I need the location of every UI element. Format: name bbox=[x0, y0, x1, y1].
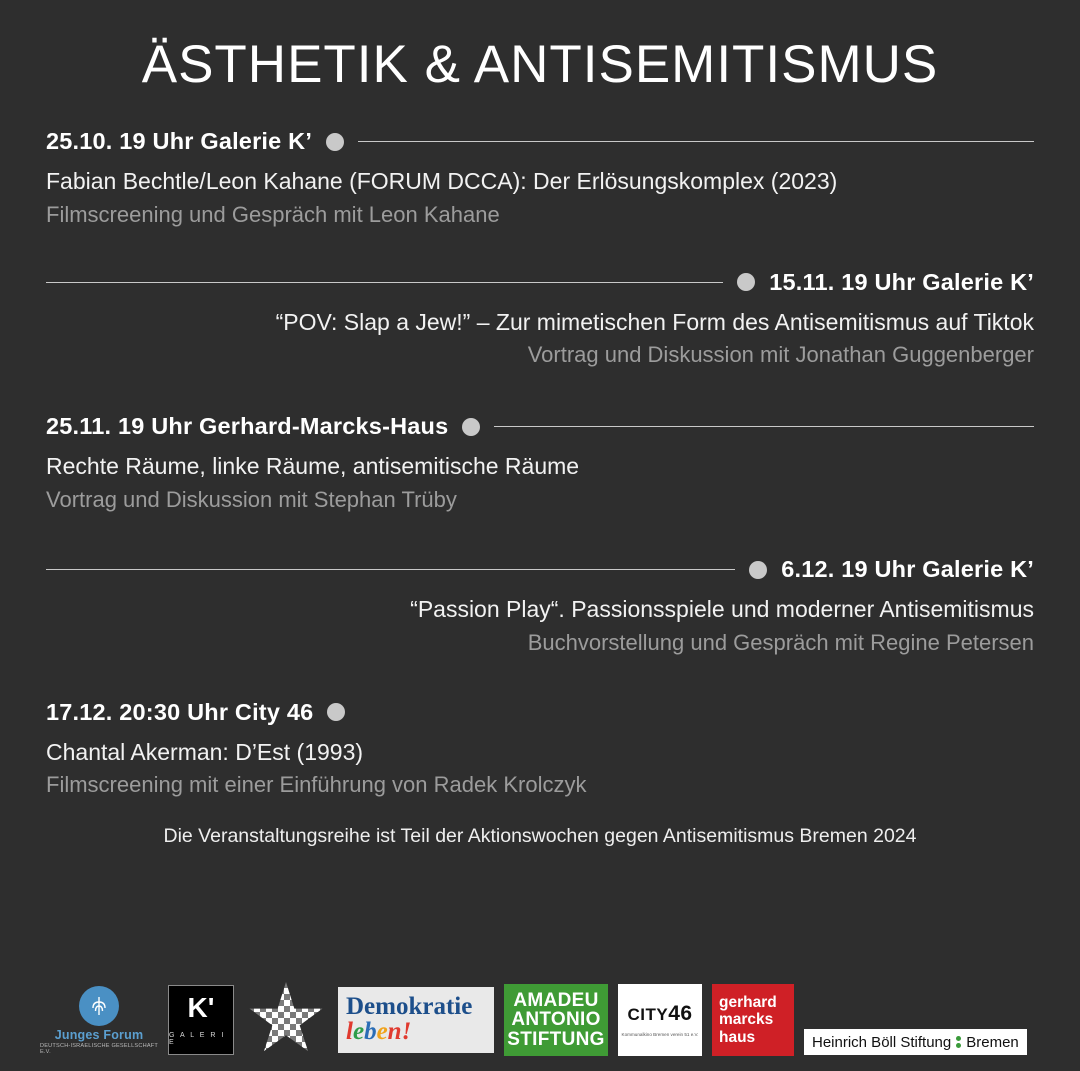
event-subtitle: Filmscreening mit einer Einführung von Radek Krolczyk bbox=[46, 772, 587, 798]
footnote: Die Veranstaltungsreihe ist Teil der Aktionswochen gegen Antisemitismus Bremen 2024 bbox=[163, 825, 917, 848]
amadeu-line1: AMADEU bbox=[513, 989, 599, 1011]
galerie-k-subtitle: G A L E R I E bbox=[169, 1032, 226, 1046]
event-header-label: 15.11. 19 Uhr Galerie K’ bbox=[769, 268, 1034, 295]
event-header-row bbox=[46, 128, 1034, 155]
event-subtitle: Filmscreening und Gespräch mit Leon Kahane bbox=[46, 201, 500, 227]
event-header-row bbox=[46, 413, 1034, 440]
logo-gerhard-marcks-haus bbox=[712, 984, 794, 1056]
event-header-label: 25.11. 19 Uhr Gerhard-Marcks-Haus bbox=[46, 413, 449, 440]
event-title: “POV: Slap a Jew!” – Zur mimetischen Form des Antisemitismus auf Tiktok bbox=[275, 308, 1034, 335]
bullet-dot-icon bbox=[326, 133, 344, 151]
gerhard-line2: marcks bbox=[719, 1011, 774, 1029]
logo-amadeu-antonio-stiftung bbox=[504, 984, 608, 1056]
sponsor-logos bbox=[40, 981, 1060, 1059]
junges-forum-emblem-icon bbox=[79, 986, 119, 1026]
divider-line bbox=[46, 569, 735, 570]
divider-line bbox=[358, 141, 1034, 142]
divider-line bbox=[494, 426, 1034, 427]
city46-number: 46 bbox=[668, 1001, 693, 1025]
event-header-label: 25.10. 19 Uhr Galerie K’ bbox=[46, 128, 313, 155]
event-subtitle: Vortrag und Diskussion mit Stephan Trüby bbox=[46, 486, 457, 512]
bullet-dot-icon bbox=[462, 418, 480, 436]
logo-star bbox=[244, 982, 328, 1058]
logo-demokratie-leben bbox=[338, 987, 494, 1053]
event-item bbox=[46, 269, 1034, 370]
logo-junges-forum bbox=[40, 983, 158, 1057]
demokratie-leben-bottom: leben! bbox=[346, 1018, 412, 1046]
divider-line bbox=[46, 282, 723, 283]
star-icon bbox=[248, 982, 324, 1058]
city46-wordmark bbox=[627, 1002, 692, 1026]
bullet-dot-icon bbox=[749, 561, 767, 579]
event-item bbox=[46, 128, 1034, 229]
events-list bbox=[46, 128, 1034, 799]
event-title: Chantal Akerman: D’Est (1993) bbox=[46, 738, 364, 765]
logo-galerie-k bbox=[168, 985, 234, 1055]
boell-part1: Heinrich Böll Stiftung bbox=[812, 1033, 952, 1051]
event-title: Fabian Bechtle/Leon Kahane (FORUM DCCA): Der Erlösungskomplex (2023) bbox=[46, 168, 838, 195]
junges-forum-name: Junges Forum bbox=[54, 1027, 144, 1042]
galerie-k-mark: K' bbox=[187, 992, 215, 1023]
boell-dots-icon bbox=[956, 1036, 961, 1048]
event-title: Rechte Räume, linke Räume, antisemitische Räume bbox=[46, 453, 580, 480]
event-header-row bbox=[46, 556, 1034, 583]
event-header-label: 6.12. 19 Uhr Galerie K’ bbox=[781, 556, 1034, 583]
event-item bbox=[46, 699, 1034, 800]
event-item bbox=[46, 556, 1034, 657]
event-title: “Passion Play“. Passionsspiele und moderner Antisemitismus bbox=[410, 596, 1034, 623]
page-title: ÄSTHETIK & ANTISEMITISMUS bbox=[141, 35, 939, 94]
amadeu-line3: STIFTUNG bbox=[507, 1028, 605, 1050]
gerhard-line1: gerhard bbox=[719, 993, 777, 1011]
bullet-dot-icon bbox=[327, 703, 345, 721]
logo-city46 bbox=[618, 984, 702, 1056]
demokratie-leben-top: Demokratie bbox=[346, 993, 473, 1021]
event-header-row bbox=[46, 269, 1034, 296]
event-header-label: 17.12. 20:30 Uhr City 46 bbox=[46, 698, 314, 725]
junges-forum-subtitle: DEUTSCH-ISRAELISCHE GESELLSCHAFT E.V. bbox=[40, 1042, 158, 1055]
event-subtitle: Vortrag und Diskussion mit Jonathan Guggenberger bbox=[527, 342, 1034, 368]
boell-part2: Bremen bbox=[966, 1033, 1019, 1051]
bullet-dot-icon bbox=[737, 273, 755, 291]
city46-subtitle: Kommunalkino Bremen verein 51 e.V. bbox=[621, 1031, 699, 1037]
event-subtitle: Buchvorstellung und Gespräch mit Regine Petersen bbox=[527, 629, 1034, 655]
logo-heinrich-boell-stiftung bbox=[804, 1029, 1027, 1055]
event-header-row bbox=[46, 699, 1034, 726]
gerhard-line3: haus bbox=[719, 1028, 756, 1046]
city46-word: CITY bbox=[627, 1004, 669, 1024]
amadeu-line2: ANTONIO bbox=[511, 1009, 601, 1031]
event-item bbox=[46, 413, 1034, 514]
